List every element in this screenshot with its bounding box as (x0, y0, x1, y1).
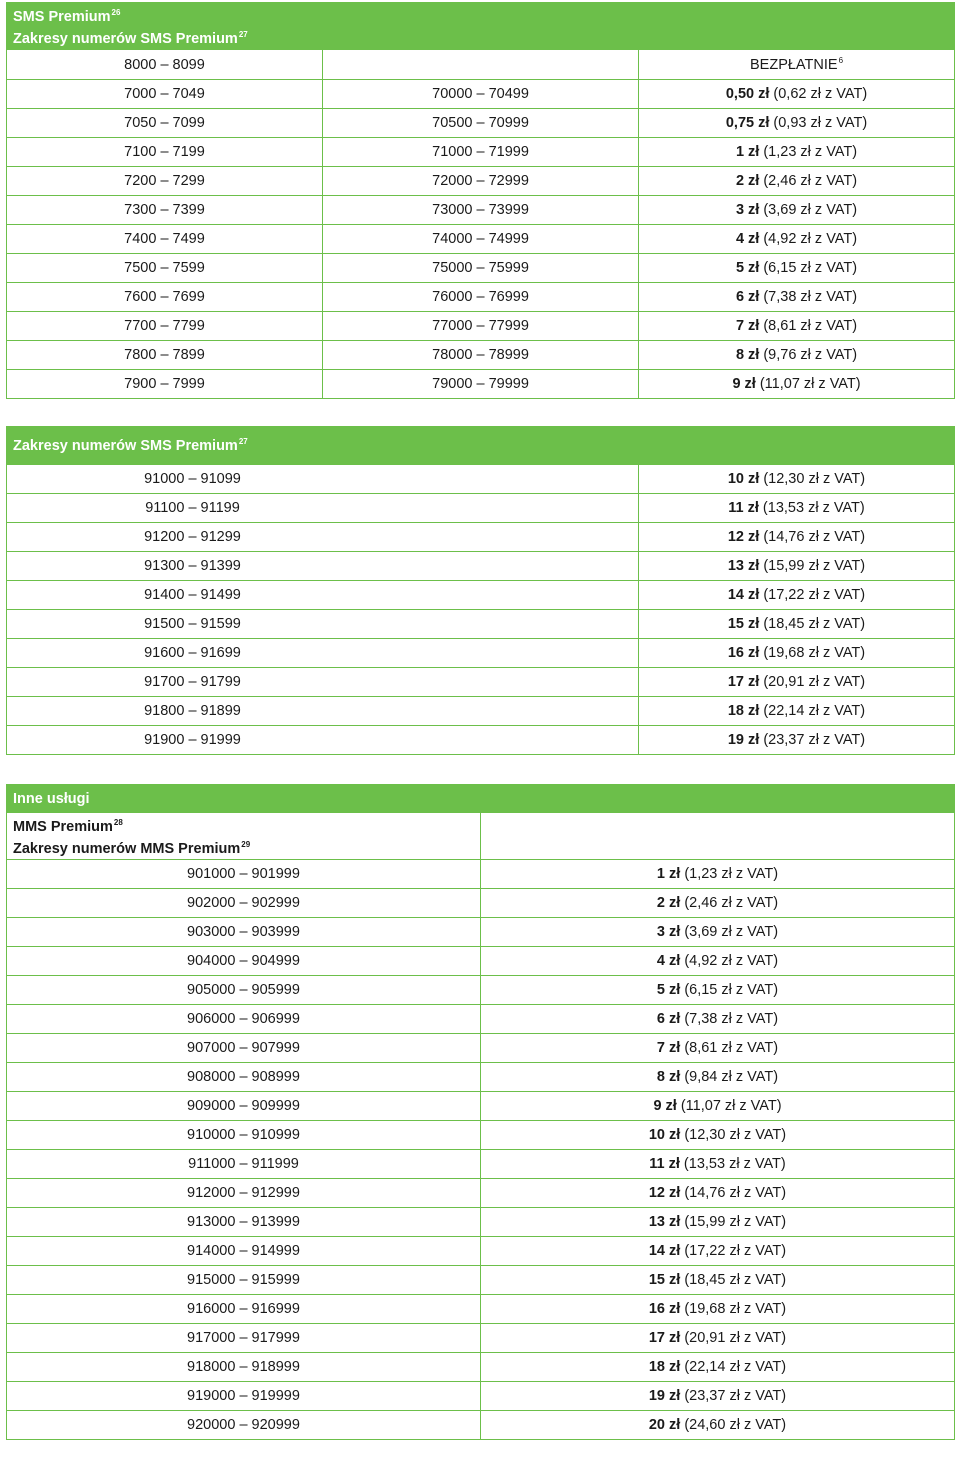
price-gross: (17,22 zł z VAT) (680, 1243, 787, 1259)
price-net: 4 zł (735, 231, 760, 247)
long-range-cell: 71000 – 71999 (323, 138, 639, 167)
price-gross: (23,37 zł z VAT) (680, 1388, 787, 1404)
price-net: 12 zł (727, 529, 760, 545)
price-net: 12 zł (648, 1185, 681, 1201)
price-free: BEZPŁATNIE (750, 57, 838, 73)
range-cell: 919000 – 919999 (7, 1382, 481, 1411)
price-gross: (11,07 zł z VAT) (755, 376, 861, 392)
price-gross: (24,60 zł z VAT) (680, 1417, 787, 1433)
range-cell: 907000 – 907999 (7, 1034, 481, 1063)
footnote-ref: 6 (838, 56, 844, 65)
price-gross: (14,76 zł z VAT) (680, 1185, 787, 1201)
price-cell (639, 254, 955, 283)
mms-premium-title: MMS Premium (13, 819, 113, 835)
short-range-cell: 7000 – 7049 (7, 80, 323, 109)
price-cell (639, 225, 955, 254)
price-cell (639, 639, 955, 668)
range-cell: 91100 – 91199 (7, 494, 639, 523)
table-row (7, 1121, 955, 1150)
table-row (7, 1150, 955, 1179)
price-cell (639, 370, 955, 399)
header-empty-cell (639, 3, 955, 50)
long-range-cell: 70000 – 70499 (323, 80, 639, 109)
price-gross: (2,46 zł z VAT) (759, 173, 858, 189)
table-row (7, 1382, 955, 1411)
header-empty-cell (481, 813, 955, 860)
price-cell (481, 1266, 955, 1295)
long-range-cell: 75000 – 75999 (323, 254, 639, 283)
footnote-ref: 29 (241, 840, 251, 849)
table-row (7, 225, 955, 254)
price-net: 19 zł (727, 732, 760, 748)
price-net: 2 zł (735, 173, 760, 189)
price-cell (481, 976, 955, 1005)
price-cell (639, 610, 955, 639)
price-gross: (8,61 zł z VAT) (680, 1040, 779, 1056)
range-cell: 91900 – 91999 (7, 726, 639, 755)
table-row (7, 254, 955, 283)
footnote-ref: 27 (238, 30, 248, 39)
price-net: 15 zł (648, 1272, 681, 1288)
short-range-cell: 7700 – 7799 (7, 312, 323, 341)
table-row (7, 80, 955, 109)
short-range-cell: 7400 – 7499 (7, 225, 323, 254)
short-range-cell: 7300 – 7399 (7, 196, 323, 225)
range-cell: 910000 – 910999 (7, 1121, 481, 1150)
range-cell: 91000 – 91099 (7, 465, 639, 494)
long-range-cell: 78000 – 78999 (323, 341, 639, 370)
short-range-cell: 7800 – 7899 (7, 341, 323, 370)
price-cell (639, 552, 955, 581)
price-net: 3 zł (735, 202, 760, 218)
price-cell (481, 1237, 955, 1266)
price-net: 7 zł (656, 1040, 681, 1056)
short-range-cell: 7200 – 7299 (7, 167, 323, 196)
price-net: 17 zł (648, 1330, 681, 1346)
price-gross: (6,15 zł z VAT) (759, 260, 858, 276)
price-gross: (1,23 zł z VAT) (759, 144, 858, 160)
price-cell (481, 1353, 955, 1382)
footnote-ref: 26 (111, 8, 121, 17)
price-gross: (4,92 zł z VAT) (680, 953, 779, 969)
price-net: 18 zł (648, 1359, 681, 1375)
price-net: 13 zł (727, 558, 760, 574)
table-row (7, 668, 955, 697)
price-cell (481, 947, 955, 976)
table-row (7, 312, 955, 341)
price-net: 1 zł (656, 866, 681, 882)
table-row (7, 523, 955, 552)
table-row (7, 1179, 955, 1208)
range-cell: 911000 – 911999 (7, 1150, 481, 1179)
price-net: 4 zł (656, 953, 681, 969)
price-gross: (0,93 zł z VAT) (769, 115, 868, 131)
price-gross: (13,53 zł z VAT) (758, 500, 865, 516)
price-net: 19 zł (648, 1388, 681, 1404)
price-cell (481, 1411, 955, 1440)
price-gross: (7,38 zł z VAT) (680, 1011, 779, 1027)
price-gross: (7,38 zł z VAT) (759, 289, 858, 305)
range-cell: 904000 – 904999 (7, 947, 481, 976)
price-net: 9 zł (653, 1098, 677, 1114)
price-cell (481, 1295, 955, 1324)
price-cell (639, 697, 955, 726)
price-gross: (6,15 zł z VAT) (680, 982, 779, 998)
long-range-cell: 79000 – 79999 (323, 370, 639, 399)
price-gross: (22,14 zł z VAT) (759, 703, 866, 719)
range-cell: 91500 – 91599 (7, 610, 639, 639)
price-net: 0,75 zł (725, 115, 770, 131)
price-cell (481, 889, 955, 918)
price-net: 6 zł (735, 289, 760, 305)
range-cell: 901000 – 901999 (7, 860, 481, 889)
price-gross: (23,37 zł z VAT) (759, 732, 866, 748)
price-cell (639, 726, 955, 755)
table-row (7, 1092, 955, 1121)
range-cell: 91600 – 91699 (7, 639, 639, 668)
price-gross: (19,68 zł z VAT) (759, 645, 866, 661)
table-row (7, 697, 955, 726)
table-row (7, 1063, 955, 1092)
price-cell (481, 1121, 955, 1150)
table-row (7, 167, 955, 196)
price-cell (639, 283, 955, 312)
price-cell (481, 1150, 955, 1179)
table-row (7, 196, 955, 225)
price-net: 6 zł (656, 1011, 681, 1027)
range-cell: 902000 – 902999 (7, 889, 481, 918)
table-row (7, 138, 955, 167)
sms-premium-subtitle: Zakresy numerów SMS Premium (13, 31, 238, 47)
price-gross: (9,84 zł z VAT) (680, 1069, 779, 1085)
long-range-cell (323, 50, 639, 80)
table-row (7, 1295, 955, 1324)
footnote-ref: 27 (238, 437, 248, 446)
sms-premium-title-cell (7, 3, 639, 50)
mms-premium-rows (7, 860, 955, 1440)
long-range-cell: 76000 – 76999 (323, 283, 639, 312)
price-net: 20 zł (648, 1417, 681, 1433)
mms-premium-title-cell (7, 813, 481, 860)
price-cell (639, 138, 955, 167)
price-net: 3 zł (656, 924, 681, 940)
price-net: 16 zł (648, 1301, 681, 1317)
table-row (7, 1411, 955, 1440)
price-net: 14 zł (727, 587, 760, 603)
range-cell: 91700 – 91799 (7, 668, 639, 697)
price-gross: (20,91 zł z VAT) (759, 674, 866, 690)
table-row (7, 726, 955, 755)
price-net: 2 zł (656, 895, 681, 911)
range-cell: 917000 – 917999 (7, 1324, 481, 1353)
range-cell: 908000 – 908999 (7, 1063, 481, 1092)
table-row (7, 610, 955, 639)
short-range-cell: 7600 – 7699 (7, 283, 323, 312)
mms-premium-table (6, 784, 955, 1440)
price-gross: (18,45 zł z VAT) (680, 1272, 787, 1288)
header-empty-cell (639, 427, 955, 465)
price-net: 11 zł (728, 500, 759, 516)
sms-premium-91-rows (7, 465, 955, 755)
price-net: 5 zł (735, 260, 760, 276)
table-row (7, 1266, 955, 1295)
price-cell (481, 1034, 955, 1063)
short-range-cell: 7050 – 7099 (7, 109, 323, 138)
price-cell (639, 167, 955, 196)
price-cell (639, 581, 955, 610)
price-net: 10 zł (727, 471, 760, 487)
price-net: 18 zł (727, 703, 760, 719)
table-row (7, 1324, 955, 1353)
table-row (7, 918, 955, 947)
price-cell (639, 80, 955, 109)
sms-premium-91-title-cell (7, 427, 639, 465)
price-gross: (0,62 zł z VAT) (769, 86, 868, 102)
table-row (7, 1237, 955, 1266)
price-cell (481, 1179, 955, 1208)
table-row (7, 370, 955, 399)
price-cell (639, 109, 955, 138)
price-gross: (15,99 zł z VAT) (759, 558, 866, 574)
range-cell: 906000 – 906999 (7, 1005, 481, 1034)
price-cell (481, 918, 955, 947)
price-cell (639, 494, 955, 523)
price-net: 8 zł (656, 1069, 681, 1085)
table-row (7, 50, 955, 80)
table-row (7, 581, 955, 610)
range-cell: 909000 – 909999 (7, 1092, 481, 1121)
price-gross: (20,91 zł z VAT) (680, 1330, 787, 1346)
table-row (7, 976, 955, 1005)
price-gross: (3,69 zł z VAT) (680, 924, 779, 940)
price-gross: (11,07 zł z VAT) (676, 1098, 782, 1114)
price-gross: (3,69 zł z VAT) (759, 202, 858, 218)
short-range-cell: 7500 – 7599 (7, 254, 323, 283)
table-row (7, 494, 955, 523)
table-row (7, 1353, 955, 1382)
price-net: 7 zł (735, 318, 760, 334)
price-gross: (12,30 zł z VAT) (759, 471, 866, 487)
price-gross: (17,22 zł z VAT) (759, 587, 866, 603)
price-cell (481, 1063, 955, 1092)
range-cell: 91200 – 91299 (7, 523, 639, 552)
mms-premium-header (7, 813, 955, 860)
range-cell: 912000 – 912999 (7, 1179, 481, 1208)
long-range-cell: 73000 – 73999 (323, 196, 639, 225)
price-cell (639, 312, 955, 341)
long-range-cell: 77000 – 77999 (323, 312, 639, 341)
long-range-cell: 70500 – 70999 (323, 109, 639, 138)
table-row (7, 1034, 955, 1063)
table-row (7, 109, 955, 138)
table-row (7, 283, 955, 312)
range-cell: 916000 – 916999 (7, 1295, 481, 1324)
price-gross: (15,99 zł z VAT) (680, 1214, 787, 1230)
price-gross: (19,68 zł z VAT) (680, 1301, 787, 1317)
price-net: 5 zł (656, 982, 681, 998)
price-cell (639, 341, 955, 370)
table-row (7, 341, 955, 370)
price-cell (481, 860, 955, 889)
price-net: 13 zł (648, 1214, 681, 1230)
mms-premium-subtitle: Zakresy numerów MMS Premium (13, 841, 241, 857)
short-range-cell: 7100 – 7199 (7, 138, 323, 167)
price-gross: (8,61 zł z VAT) (759, 318, 858, 334)
price-net: 10 zł (648, 1127, 681, 1143)
price-gross: (9,76 zł z VAT) (759, 347, 858, 363)
sms-premium-91-header (7, 427, 955, 465)
sms-premium-title: SMS Premium (13, 9, 111, 25)
price-gross: (4,92 zł z VAT) (759, 231, 858, 247)
price-cell (481, 1382, 955, 1411)
price-net: 9 zł (732, 376, 756, 392)
price-cell (481, 1092, 955, 1121)
price-gross: (1,23 zł z VAT) (680, 866, 779, 882)
range-cell: 91800 – 91899 (7, 697, 639, 726)
price-net: 16 zł (727, 645, 760, 661)
price-gross: (2,46 zł z VAT) (680, 895, 779, 911)
table-row (7, 1005, 955, 1034)
table-row (7, 947, 955, 976)
table-row (7, 639, 955, 668)
table-row (7, 465, 955, 494)
table-row (7, 552, 955, 581)
range-cell: 903000 – 903999 (7, 918, 481, 947)
range-cell: 915000 – 915999 (7, 1266, 481, 1295)
table-row (7, 889, 955, 918)
short-range-cell: 8000 – 8099 (7, 50, 323, 80)
range-cell: 914000 – 914999 (7, 1237, 481, 1266)
price-net: 14 zł (648, 1243, 681, 1259)
price-cell (639, 668, 955, 697)
long-range-cell: 72000 – 72999 (323, 167, 639, 196)
price-cell (639, 196, 955, 225)
sms-premium-header (7, 3, 955, 50)
price-cell (481, 1005, 955, 1034)
price-net: 15 zł (727, 616, 760, 632)
range-cell: 913000 – 913999 (7, 1208, 481, 1237)
range-cell: 920000 – 920999 (7, 1411, 481, 1440)
table-row (7, 860, 955, 889)
price-cell (639, 50, 955, 80)
range-cell: 91400 – 91499 (7, 581, 639, 610)
short-range-cell: 7900 – 7999 (7, 370, 323, 399)
price-net: 1 zł (735, 144, 760, 160)
range-cell: 918000 – 918999 (7, 1353, 481, 1382)
sms-premium-table (6, 2, 955, 399)
other-services-header (7, 785, 955, 813)
price-net: 8 zł (735, 347, 760, 363)
price-gross: (22,14 zł z VAT) (680, 1359, 787, 1375)
long-range-cell: 74000 – 74999 (323, 225, 639, 254)
price-net: 0,50 zł (725, 86, 770, 102)
sms-premium-91-title: Zakresy numerów SMS Premium (13, 438, 238, 454)
price-cell (481, 1324, 955, 1353)
table-row (7, 1208, 955, 1237)
footnote-ref: 28 (113, 818, 123, 827)
sms-premium-91-table (6, 426, 955, 755)
price-net: 11 zł (649, 1156, 680, 1172)
range-cell: 905000 – 905999 (7, 976, 481, 1005)
price-cell (639, 465, 955, 494)
price-net: 17 zł (727, 674, 760, 690)
range-cell: 91300 – 91399 (7, 552, 639, 581)
price-gross: (13,53 zł z VAT) (679, 1156, 786, 1172)
price-gross: (14,76 zł z VAT) (759, 529, 866, 545)
sms-premium-rows (7, 80, 955, 399)
price-gross: (12,30 zł z VAT) (680, 1127, 787, 1143)
price-cell (481, 1208, 955, 1237)
other-services-title: Inne usługi (7, 785, 955, 813)
price-gross: (18,45 zł z VAT) (759, 616, 866, 632)
price-cell (639, 523, 955, 552)
